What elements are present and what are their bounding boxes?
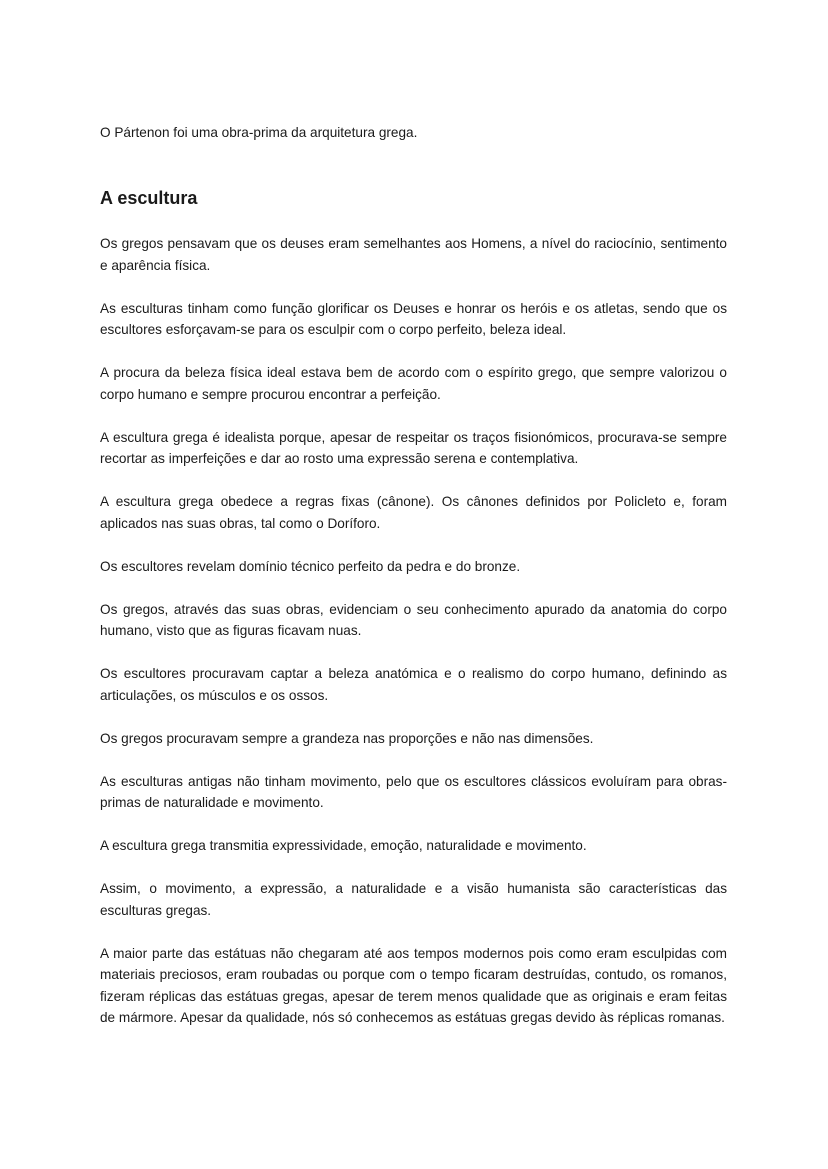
paragraph-12: Assim, o movimento, a expressão, a naturalidade e a visão humanista são características das esculturas gregas.	[100, 881, 727, 918]
paragraph-6: Os escultores revelam domínio técnico perfeito da pedra e do bronze.	[100, 558, 521, 574]
paragraph-1: Os gregos pensavam que os deuses eram semelhantes aos Homens, a nível do raciocínio, sentimento e aparência física.	[100, 236, 727, 273]
paragraph-11: A escultura grega transmitia expressividade, emoção, naturalidade e movimento.	[100, 838, 587, 853]
paragraph-3: A procura da beleza física ideal estava bem de acordo com o espírito grego, que sempre valorizou o corpo humano e sempre procurou encontrar a perfeição.	[100, 365, 727, 402]
paragraph-7: Os gregos, através das suas obras, evidenciam o seu conhecimento apurado da anatomia do corpo humano, visto que as figuras ficavam nuas.	[100, 601, 727, 638]
paragraph-13: A maior parte das estátuas não chegaram até aos tempos modernos pois como eram esculpidas com materiais preciosos, eram roubadas ou porque com o tempo ficaram destruídas, contudo, os romanos, fizeram réplicas das estátuas gregas, apesar de terem menos qualidade que as originais e eram feitas de mármore. Apesar da qualidade, nós só conhecemos as estátuas gregas devido às réplicas romanas.	[100, 945, 727, 1025]
paragraph-9: Os gregos procuravam sempre a grandeza nas proporções e não nas dimensões.	[100, 730, 594, 746]
intro-paragraph: O Pártenon foi uma obra-prima da arquitetura grega.	[100, 125, 418, 140]
paragraph-2: As esculturas tinham como função glorificar os Deuses e honrar os heróis e os atletas, sendo que os escultores esforçavam-se para os esculpir com o corpo perfeito, beleza ideal.	[100, 300, 727, 337]
section-heading: A escultura	[100, 188, 198, 208]
paragraph-4: A escultura grega é idealista porque, apesar de respeitar os traços fisionómicos, procurava-se sempre recortar as imperfeições e dar ao rosto uma expressão serena e contemplativa.	[100, 429, 727, 466]
paragraph-8: Os escultores procuravam captar a beleza anatómica e o realismo do corpo humano, definindo as articulações, os músculos e os ossos.	[100, 666, 727, 703]
section-body	[100, 233, 727, 1050]
paragraph-10: As esculturas antigas não tinham movimento, pelo que os escultores clássicos evoluíram para obras-primas de naturalidade e movimento.	[100, 773, 727, 810]
paragraph-5: A escultura grega obedece a regras fixas (cânone). Os cânones definidos por Policleto e, foram aplicados nas suas obras, tal como o Doríforo.	[100, 494, 727, 531]
